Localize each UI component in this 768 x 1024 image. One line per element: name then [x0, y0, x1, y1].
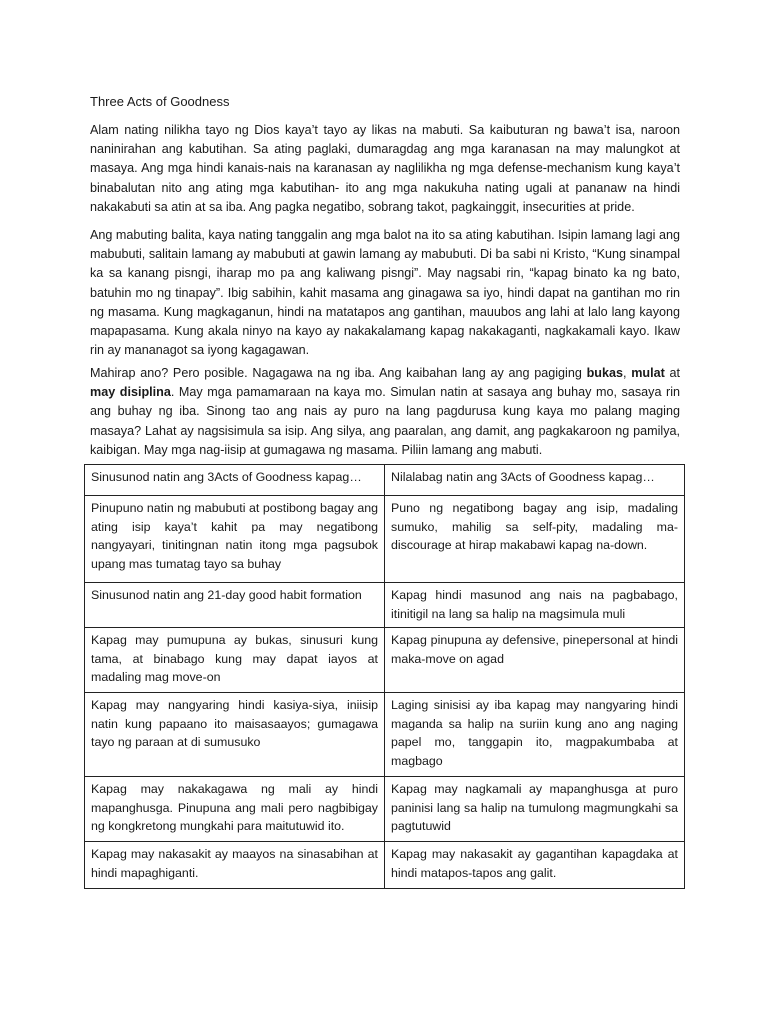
table-row — [85, 693, 685, 777]
header-cell-violate: Nilalabag natin ang 3Acts of Goodness kapag… — [385, 465, 685, 496]
table-cell-follow: Pinupuno natin ng mabubuti at postibong bagay ang ating isip kaya’t kahit pa may negatibong nangyayari, tinitingnan natin itong mga pagsubok upang mas tumatag tayo sa buhay — [85, 496, 385, 583]
paragraph-good-news: Ang mabuting balita, kaya nating tanggalin ang mga balot na ito sa ating kabutihan. Isipin lamang lagi ang mabubuti, salitain lamang ay mabubuti at gawin lamang ay mabubuti. Di ba sabi ni Kristo, “Kung sinampal ka sa kanang pisngi, iharap mo pa ang kaliwang pisngi”. May nagsabi rin, “kapag binato ka ng bato, batuhin mo ng tinapay”. Ibig sabihin, kahit masama ang ginagawa sa iyo, hindi dapat na gantihan mo rin ng masama. Kung magkaganun, hindi na matatapos ang gantihan, mauubos ang lahi at lalo lang kayong mapapasama. Kung akala ninyo na kayo ay nakakalamang kapag nakakaganti, nagkakamali kayo. Ikaw rin ay mananagot sa iyong kagagawan. — [90, 228, 680, 358]
table-cell-follow: Kapag may nakasakit ay maayos na sinasabihan at hindi mapaghiganti. — [85, 842, 385, 889]
table-row — [85, 777, 685, 842]
table-cell-violate: Kapag hindi masunod ang nais na pagbabago, itinitigil na lang sa halip na magsimula muli — [385, 583, 685, 628]
table-cell-violate: Kapag may nagkamali ay mapanghusga at puro paninisi lang sa halip na tumulong magmungkahi sa pagtutuwid — [385, 777, 685, 842]
paragraph-text: , — [622, 366, 632, 380]
paragraph-intro: Alam nating nilikha tayo ng Dios kaya’t tayo ay likas na mabuti. Sa kaibuturan ng bawa’t isa, naroon naninirahan ang kabutihan. Sa ating paglaki, dumaragdag ang mga karanasan na may malungkot at masaya. Ang mga hindi kanais-nais na karanasan ay naglilikha ng mga defense-mechanism kung kaya’t binabalutan nito ang ating mga kabutihan- ito ang mga nakukuha nating ugali at pananaw na hindi nakakabuti sa atin at sa iba. Ang pagka negatibo, sobrang takot, pagkainggit, insecurities at pride. — [90, 123, 680, 214]
table-cell-follow: Kapag may pumupuna ay bukas, sinusuri kung tama, at binabago kung may dapat iayos at madaling mag move-on — [85, 628, 385, 693]
bold-term-mulat: mulat — [631, 366, 665, 380]
paragraph-text: at — [664, 366, 680, 380]
table-cell-violate: Kapag pinupuna ay defensive, pinepersonal at hindi maka-move on agad — [385, 628, 685, 693]
document-title: Three Acts of Goodness — [90, 94, 230, 109]
bold-term-bukas: bukas — [586, 366, 623, 380]
paragraph-discipline — [90, 364, 680, 460]
acts-comparison-table — [84, 464, 685, 889]
table-header-row — [85, 465, 685, 496]
table-cell-violate: Puno ng negatibong bagay ang isip, madaling sumuko, mahilig sa self-pity, madaling ma-discourage at hirap makabawi kapag na-down. — [385, 496, 685, 583]
paragraph-text: Mahirap ano? Pero posible. Nagagawa na ng iba. Ang kaibahan lang ay ang pagiging — [90, 366, 587, 380]
table-cell-follow: Sinusunod natin ang 21-day good habit formation — [85, 583, 385, 628]
table-row — [85, 628, 685, 693]
table-row — [85, 583, 685, 628]
table-cell-follow: Kapag may nakakagawa ng mali ay hindi mapanghusga. Pinupuna ang mali pero nagbibigay ng kongkretong mungkahi para maitutuwid ito. — [85, 777, 385, 842]
table-cell-violate: Laging sinisisi ay iba kapag may nangyaring hindi maganda sa halip na suriin kung ano ang naging papel mo, tanggapin ito, magpakumbaba at magbago — [385, 693, 685, 777]
table-cell-follow: Kapag may nangyaring hindi kasiya-siya, iniisip natin kung papaano ito maisasaayos; gumagawa tayo ng paraan at di sumusuko — [85, 693, 385, 777]
header-cell-follow: Sinusunod natin ang 3Acts of Goodness kapag… — [85, 465, 385, 496]
bold-term-may-disiplina: may disiplina — [90, 385, 171, 400]
paragraph-text: . May mga pamamaraan na kaya mo. Simulan natin at sasaya ang buhay mo, sasaya rin ang buhay ng iba. Sinong tao ang nais ay puro na lang pagdurusa kung kaya mo palang maging masaya? Lahat ay nagsisimula sa isip. Ang silya, ang paaralan, ang damit, ang pagkakaroon ng pamilya, kaibigan. May mga nag-iisip at gumagawa ng masama. Piliin lamang ang mabuti. — [90, 385, 680, 457]
table-row — [85, 496, 685, 583]
table-row — [85, 842, 685, 889]
table-cell-violate: Kapag may nakasakit ay gagantihan kapagdaka at hindi matapos-tapos ang galit. — [385, 842, 685, 889]
